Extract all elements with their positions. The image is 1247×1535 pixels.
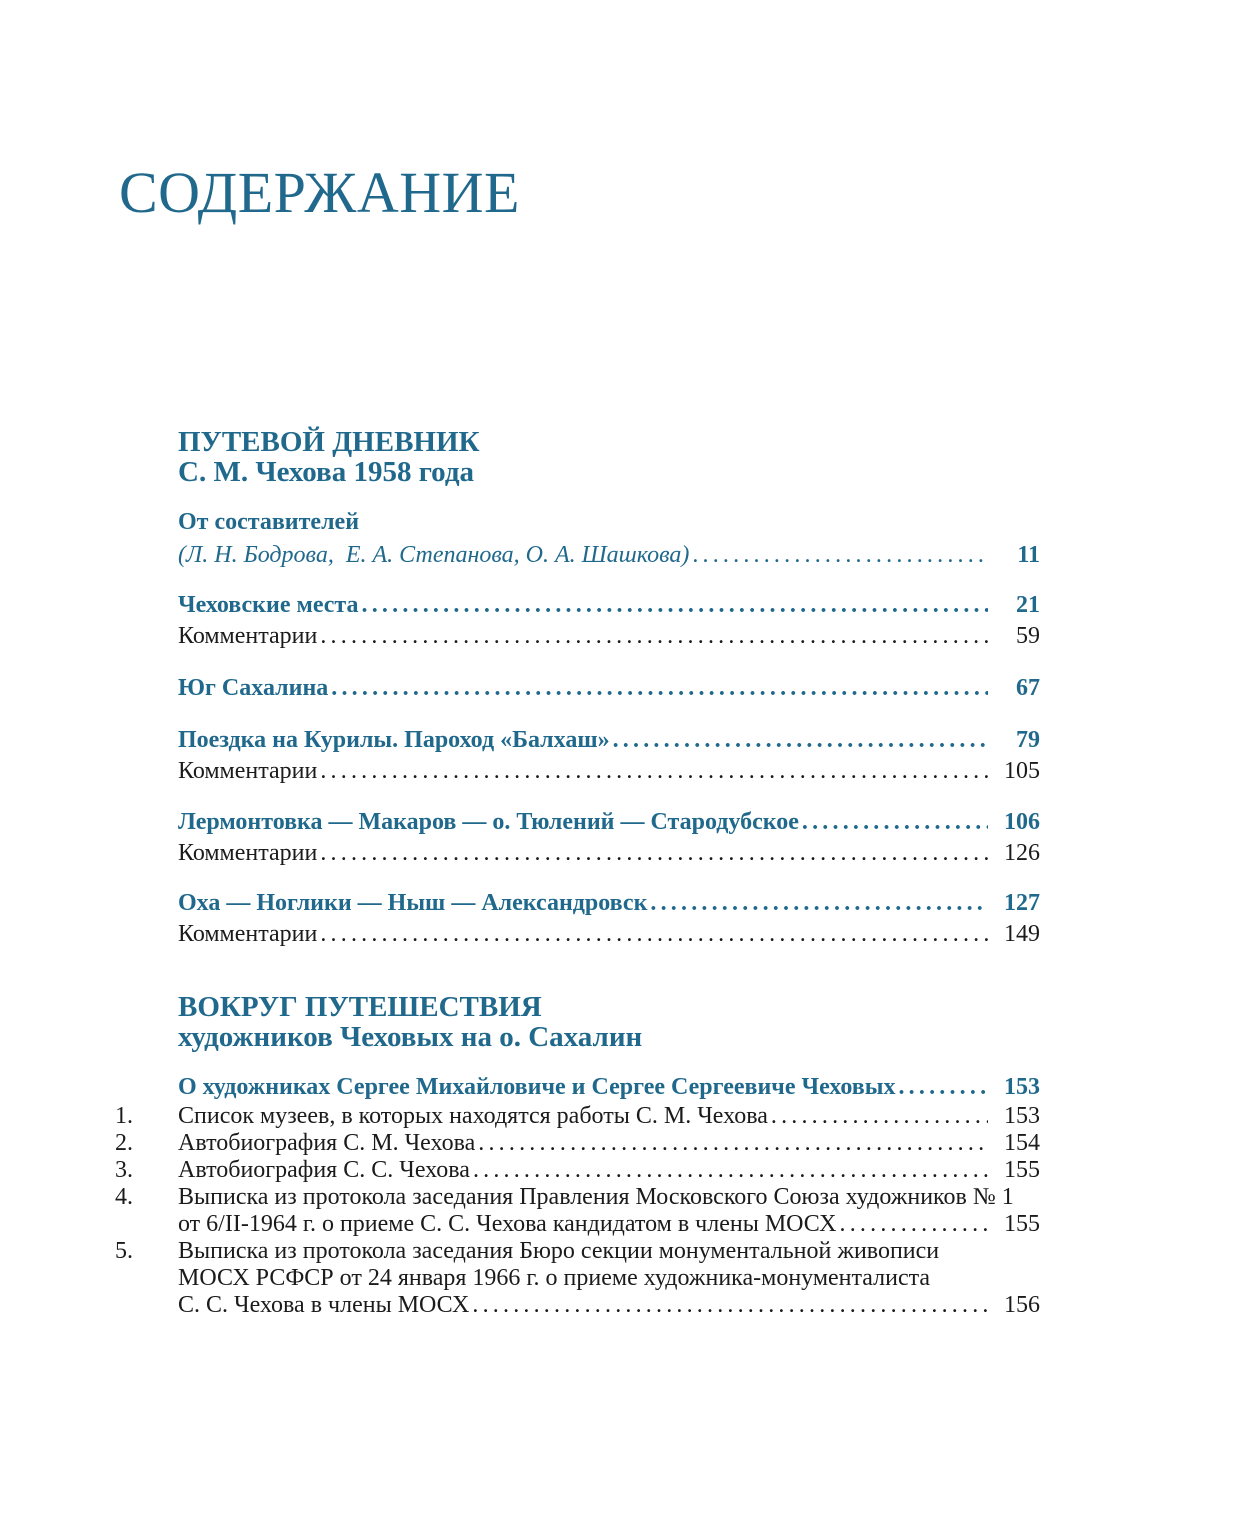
entry-title: Юг Сахалина [178, 675, 329, 701]
entry-title: От составителей [178, 509, 360, 535]
toc-entry-comments [178, 838, 1040, 869]
dot-leader [317, 756, 988, 787]
entry-title: Автобиография С. С. Чехова [178, 1157, 470, 1183]
entry-title: Поездка на Курилы. Пароход «Балхаш» [178, 727, 610, 753]
dot-leader [475, 1130, 988, 1157]
entry-title: Оха — Ноглики — Ныш — Александровск [178, 890, 648, 916]
toc-entry [178, 725, 1040, 756]
comments-label: Комментарии [178, 921, 318, 947]
page-number: 149 [1004, 921, 1040, 947]
dot-leader [799, 807, 988, 838]
comments-label: Комментарии [178, 623, 318, 649]
item-number: 3. [115, 1157, 133, 1183]
part1-heading [178, 427, 1040, 487]
dot-leader [470, 1157, 988, 1184]
toc-numbered-item [115, 1157, 1040, 1184]
toc-entry [178, 1157, 1040, 1184]
item-number: 1. [115, 1103, 133, 1129]
dot-leader [469, 1292, 988, 1319]
page-number: 155 [1004, 1157, 1040, 1183]
page-number: 153 [1004, 1103, 1040, 1129]
toc-entry [178, 673, 1040, 704]
toc-entry [178, 807, 1040, 838]
toc-entry [178, 1130, 1040, 1157]
part1-heading-line2: С. М. Чехова 1958 года [178, 456, 475, 488]
toc-entry-comments [178, 919, 1040, 950]
dot-leader [610, 725, 988, 756]
dot-leader [328, 673, 988, 704]
dot-leader [689, 540, 988, 571]
part1-heading-line1: ПУТЕВОЙ ДНЕВНИК [178, 426, 480, 458]
toc-numbered-item [115, 1238, 1040, 1319]
dot-leader [317, 621, 988, 652]
part2-heading-line2: художников Чеховых на о. Сахалин [178, 1021, 643, 1053]
toc-entry [178, 590, 1040, 621]
toc-entry [178, 1103, 1040, 1130]
entry-title-line3: С. С. Чехова в члены МОСХ [178, 1292, 470, 1318]
toc-entry-comments [178, 756, 1040, 787]
item-number: 4. [115, 1184, 133, 1210]
dot-leader [837, 1211, 988, 1238]
page-number: 106 [1004, 809, 1040, 835]
page-number: 155 [1004, 1211, 1040, 1237]
page-number: 11 [1017, 542, 1040, 568]
dot-leader [317, 919, 988, 950]
part2-heading [178, 992, 1040, 1052]
entry-authors: (Л. Н. Бодрова, Е. А. Степанова, О. А. Шашкова) [178, 542, 690, 568]
dot-leader [768, 1103, 988, 1130]
page-title: СОДЕРЖАНИЕ [119, 159, 520, 225]
page-number: 156 [1004, 1292, 1040, 1318]
toc-numbered-item [115, 1130, 1040, 1157]
page-number: 105 [1004, 758, 1040, 784]
entry-title-line1: Выписка из протокола заседания Бюро секции монументальной живописи [178, 1238, 940, 1264]
page-number: 59 [1016, 623, 1040, 649]
entry-title-line1: Выписка из протокола заседания Правления Московского Союза художников № 1 [178, 1184, 1014, 1210]
entry-title: Автобиография С. М. Чехова [178, 1130, 476, 1156]
dot-leader [647, 888, 988, 919]
entry-title: Лермонтовка — Макаров — о. Тюлений — Стародубское [178, 809, 799, 835]
entry-title: Чеховские места [178, 592, 359, 618]
dot-leader [895, 1072, 988, 1103]
toc-entry [178, 1072, 1040, 1103]
page-number: 67 [1016, 675, 1040, 701]
toc-content [115, 0, 1040, 1319]
toc-entry-foreword-title [178, 507, 1040, 538]
page-number: 79 [1016, 727, 1040, 753]
toc-entry [178, 1211, 1040, 1238]
item-number: 5. [115, 1238, 133, 1264]
toc-entry [178, 1292, 1040, 1319]
dot-leader [359, 590, 988, 621]
dot-leader [317, 838, 988, 869]
part2-heading-line1: ВОКРУГ ПУТЕШЕСТВИЯ [178, 991, 542, 1023]
page-number: 153 [1004, 1074, 1040, 1100]
toc-numbered-item [115, 1184, 1040, 1238]
comments-label: Комментарии [178, 758, 318, 784]
page-number: 21 [1016, 592, 1040, 618]
comments-label: Комментарии [178, 840, 318, 866]
toc-entry-foreword-authors [178, 540, 1040, 571]
toc-entry-comments [178, 621, 1040, 652]
item-number: 2. [115, 1130, 133, 1156]
entry-title: О художниках Сергее Михайловиче и Сергее Сергеевиче Чеховых [178, 1074, 896, 1100]
page-number: 126 [1004, 840, 1040, 866]
entry-title-line2: от 6/II-1964 г. о приеме С. С. Чехова кандидатом в члены МОСХ [178, 1211, 837, 1237]
page-number: 154 [1004, 1130, 1040, 1156]
toc-entry [178, 888, 1040, 919]
toc-numbered-item [115, 1103, 1040, 1130]
entry-title: Список музеев, в которых находятся работы С. М. Чехова [178, 1103, 768, 1129]
entry-title-line2: МОСХ РСФСР от 24 января 1966 г. о приеме художника-монументалиста [178, 1265, 931, 1291]
page-number: 127 [1004, 890, 1040, 916]
